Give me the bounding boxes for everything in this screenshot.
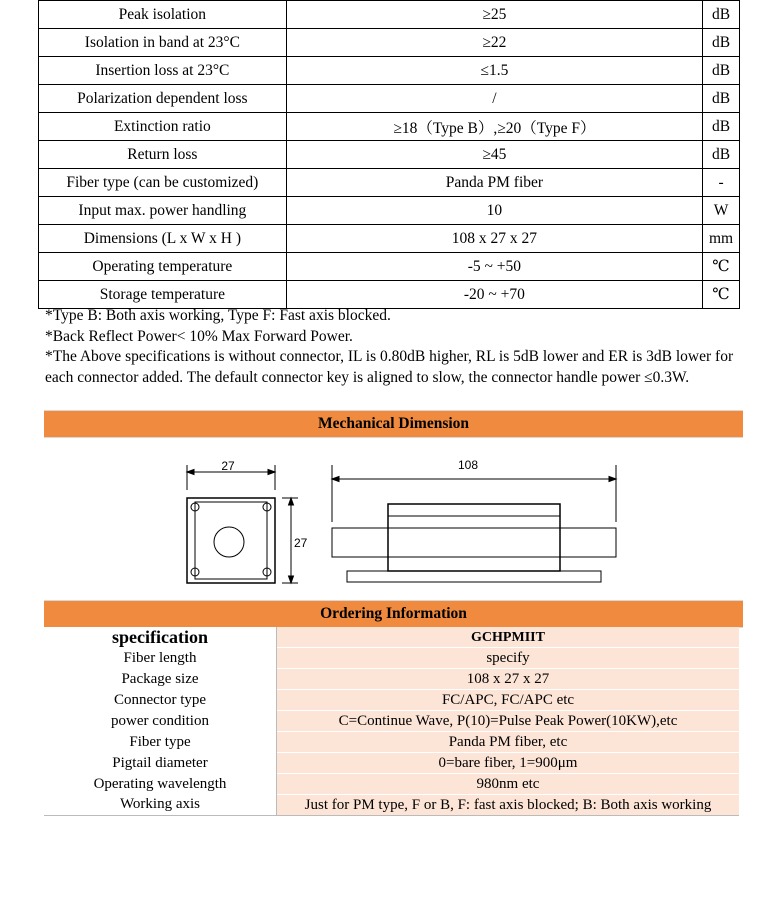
spec-value: ≥25 xyxy=(286,1,702,29)
spec-row xyxy=(39,113,740,141)
note-2: *Back Reflect Power< 10% Max Forward Power. xyxy=(45,327,353,345)
ordering-key: Pigtail diameter xyxy=(44,753,277,774)
ordering-table xyxy=(44,627,739,816)
side-view xyxy=(332,465,616,582)
spec-row xyxy=(39,1,740,29)
length-label: 108 xyxy=(457,458,479,472)
front-view xyxy=(187,465,298,583)
ordering-row xyxy=(44,690,739,711)
spec-unit: dB xyxy=(703,1,740,29)
spec-param: Fiber type (can be customized) xyxy=(39,169,287,197)
height-label: 27 xyxy=(294,536,308,550)
spec-value: ≥18（Type B）,≥20（Type F） xyxy=(286,113,702,141)
mechanical-drawing xyxy=(170,452,630,592)
ordering-value: 108 x 27 x 27 xyxy=(277,669,740,690)
spec-param: Storage temperature xyxy=(39,281,287,309)
ordering-row xyxy=(44,711,739,732)
ordering-key: Fiber length xyxy=(44,648,277,669)
spec-value: / xyxy=(286,85,702,113)
ordering-value: 980nm etc xyxy=(277,774,740,795)
ordering-row xyxy=(44,774,739,795)
fiber-port xyxy=(214,527,244,557)
side-pigtail-sleeve xyxy=(332,528,616,557)
ordering-header-value: GCHPMIIT xyxy=(277,627,740,648)
spec-param: Polarization dependent loss xyxy=(39,85,287,113)
ordering-key: power condition xyxy=(44,711,277,732)
length-arrow-right xyxy=(609,477,616,482)
spec-unit: dB xyxy=(703,85,740,113)
ordering-key: Package size xyxy=(44,669,277,690)
note-1: *Type B: Both axis working, Type F: Fast axis blocked. xyxy=(45,307,391,324)
spec-value: 10 xyxy=(286,197,702,225)
spec-value: ≥22 xyxy=(286,29,702,57)
spec-param: Isolation in band at 23°C xyxy=(39,29,287,57)
spec-value: 108 x 27 x 27 xyxy=(286,225,702,253)
spec-row xyxy=(39,169,740,197)
width-arrow-right xyxy=(268,470,275,475)
ordering-value: specify xyxy=(277,648,740,669)
spec-row xyxy=(39,85,740,113)
spec-unit: mm xyxy=(703,225,740,253)
ordering-information-banner: Ordering Information xyxy=(44,600,743,628)
note-3: *The Above specifications is without connector, IL is 0.80dB higher, RL is 5dB lower and ER is 3dB lower for each connector added. The default connector key is aligned to slow, the connector handle power ≤0.3W. xyxy=(45,348,734,386)
ordering-value: C=Continue Wave, P(10)=Pulse Peak Power(10KW),etc xyxy=(277,711,740,732)
spec-unit: ℃ xyxy=(703,281,740,309)
spec-param: Input max. power handling xyxy=(39,197,287,225)
ordering-row xyxy=(44,648,739,669)
spec-row xyxy=(39,57,740,85)
ordering-header-key: specification xyxy=(44,627,277,648)
spec-param: Operating temperature xyxy=(39,253,287,281)
spec-row xyxy=(39,141,740,169)
width-label: 27 xyxy=(221,459,235,473)
spec-value: Panda PM fiber xyxy=(286,169,702,197)
spec-row xyxy=(39,225,740,253)
spec-row xyxy=(39,253,740,281)
ordering-row xyxy=(44,753,739,774)
spec-row xyxy=(39,29,740,57)
spec-unit: - xyxy=(703,169,740,197)
spec-unit: dB xyxy=(703,57,740,85)
ordering-key: Working axis xyxy=(44,795,277,816)
spec-unit: dB xyxy=(703,29,740,57)
ordering-value: Just for PM type, F or B, F: fast axis blocked; B: Both axis working xyxy=(277,795,740,816)
spec-param: Insertion loss at 23°C xyxy=(39,57,287,85)
height-arrow-top xyxy=(289,498,294,505)
ordering-value: FC/APC, FC/APC etc xyxy=(277,690,740,711)
ordering-header-row xyxy=(44,627,739,648)
height-arrow-bottom xyxy=(289,576,294,583)
spec-table xyxy=(38,0,740,309)
spec-value: -5 ~ +50 xyxy=(286,253,702,281)
ordering-key: Operating wavelength xyxy=(44,774,277,795)
spec-row xyxy=(39,281,740,309)
spec-value: ≤1.5 xyxy=(286,57,702,85)
ordering-key: Connector type xyxy=(44,690,277,711)
spec-unit: W xyxy=(703,197,740,225)
spec-value: ≥45 xyxy=(286,141,702,169)
spec-unit: ℃ xyxy=(703,253,740,281)
ordering-value: 0=bare fiber, 1=900μm xyxy=(277,753,740,774)
spec-value: -20 ~ +70 xyxy=(286,281,702,309)
width-arrow-left xyxy=(187,470,194,475)
spec-param: Extinction ratio xyxy=(39,113,287,141)
front-body xyxy=(187,498,275,583)
ordering-key: Fiber type xyxy=(44,732,277,753)
ordering-row xyxy=(44,795,739,816)
spec-row xyxy=(39,197,740,225)
spec-notes xyxy=(45,306,735,388)
spec-unit: dB xyxy=(703,113,740,141)
front-inner xyxy=(195,502,267,579)
spec-unit: dB xyxy=(703,141,740,169)
mechanical-dimension-banner: Mechanical Dimension xyxy=(44,410,743,438)
ordering-row xyxy=(44,669,739,690)
spec-param: Return loss xyxy=(39,141,287,169)
spec-param: Peak isolation xyxy=(39,1,287,29)
spec-param: Dimensions (L x W x H ) xyxy=(39,225,287,253)
side-base-plate xyxy=(347,571,601,582)
ordering-value: Panda PM fiber, etc xyxy=(277,732,740,753)
length-arrow-left xyxy=(332,477,339,482)
ordering-row xyxy=(44,732,739,753)
side-body xyxy=(388,504,560,571)
